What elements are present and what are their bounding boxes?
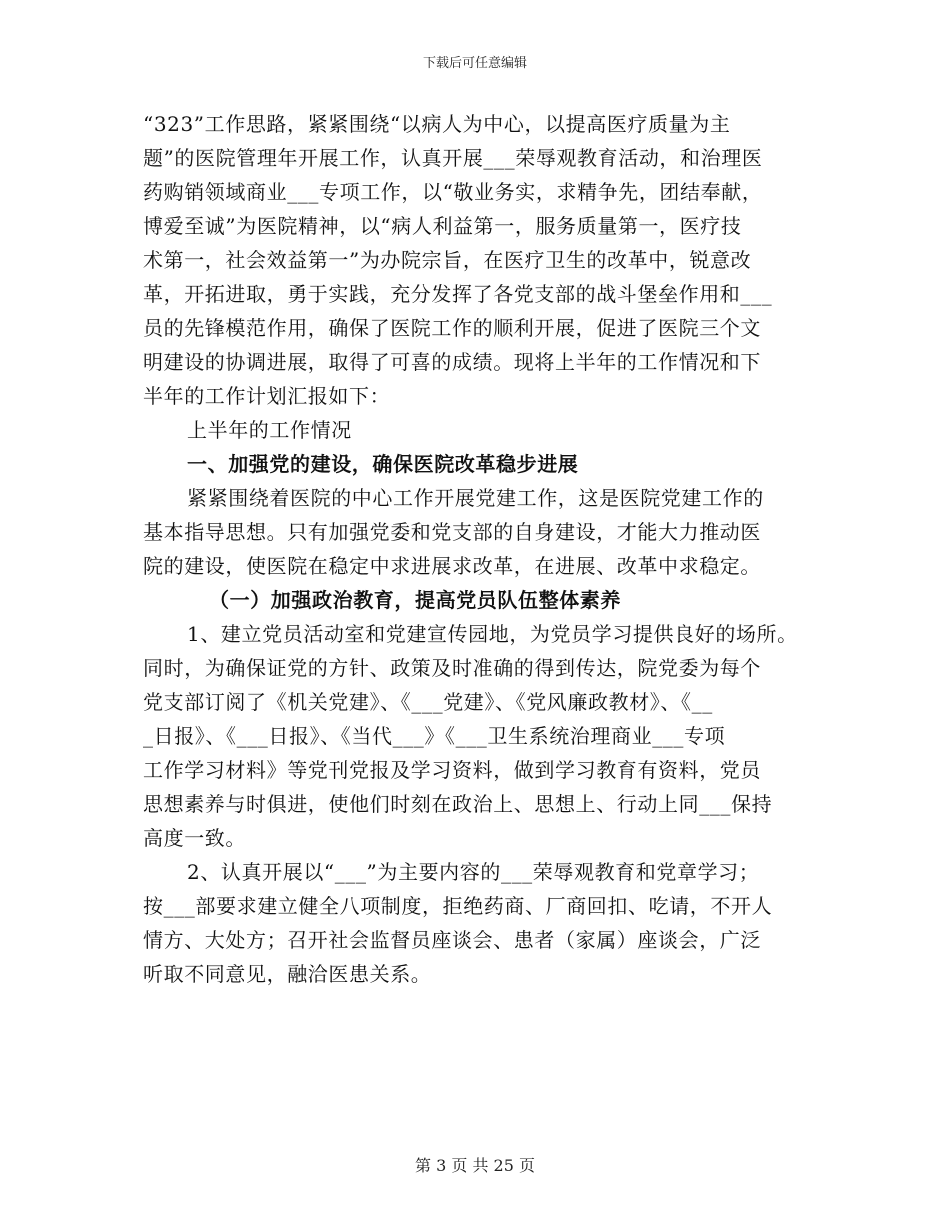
text-line: 明建设的协调进展，取得了可喜的成绩。现将上半年的工作情况和下 xyxy=(143,350,761,374)
text-line: 紧紧围绕着医院的中心工作开展党建工作，这是医院党建工作的 xyxy=(187,486,764,510)
text-line: 工作学习材料》等党刊党报及学习资料，做到学习教育有资料，党员 xyxy=(143,758,761,782)
page-header: 下载后可任意编辑 xyxy=(422,56,527,71)
text-line: 同时，为确保证党的方针、政策及时准确的得到传达，院党委为每个 xyxy=(143,656,761,680)
text-line: 术第一，社会效益第一”为办院宗旨，在医疗卫生的改革中，锐意改 xyxy=(143,248,752,272)
section-heading: 一、加强党的建设，确保医院改革稳步进展 xyxy=(187,452,579,476)
text-line: “323”工作思路，紧紧围绕“以病人为中心，以提高医疗质量为主 xyxy=(143,112,731,136)
text-line: 听取不同意见，融洽医患关系。 xyxy=(143,962,432,986)
text-line: 院的建设，使医院在稳定中求进展求改革，在进展、改革中求稳定。 xyxy=(143,554,761,578)
text-line: 博爱至诚”为医院精神，以“病人利益第一，服务质量第一，医疗技 xyxy=(143,214,742,238)
text-line: 2、认真开展以“___”为主要内容的___荣辱观教育和党章学习； xyxy=(187,860,760,884)
text-line: 员的先锋模范作用，确保了医院工作的顺利开展，促进了医院三个文 xyxy=(143,316,761,340)
text-line: 基本指导思想。只有加强党委和党支部的自身建设，才能大力推动医 xyxy=(143,520,761,544)
text-line: 1、建立党员活动室和党建宣传园地，为党员学习提供良好的场所。 xyxy=(187,622,798,646)
text-line: 高度一致。 xyxy=(143,826,246,850)
text-line: 题”的医院管理年开展工作，认真开展___荣辱观教育活动，和治理医 xyxy=(143,146,763,170)
text-line: 药购销领域商业___专项工作，以“敬业务实，求精争先，团结奉献， xyxy=(143,180,763,204)
text-line: 按___部要求建立健全八项制度，拒绝药商、厂商回扣、吃请，不开人 xyxy=(143,894,773,918)
text-line: 思想素养与时俱进，使他们时刻在政治上、思想上、行动上同___保持 xyxy=(143,792,773,816)
text-line: 革，开拓进取，勇于实践，充分发挥了各党支部的战斗堡垒作用和___ xyxy=(143,282,773,306)
section-label: 上半年的工作情况 xyxy=(187,418,352,442)
text-line: _日报》、《___日报》、《当代___》《___卫生系统治理商业___专项 xyxy=(143,724,726,748)
document-body xyxy=(143,107,808,991)
subsection-heading: （一）加强政治教育，提高党员队伍整体素养 xyxy=(209,588,621,612)
page-footer: 第 3 页 共 25 页 xyxy=(415,1156,535,1175)
text-line: 党支部订阅了《机关党建》、《___党建》、《党风廉政教材》、《__ xyxy=(143,690,713,714)
text-line: 情方、大处方；召开社会监督员座谈会、患者（家属）座谈会，广泛 xyxy=(143,928,761,952)
text-line: 半年的工作计划汇报如下： xyxy=(143,384,391,408)
